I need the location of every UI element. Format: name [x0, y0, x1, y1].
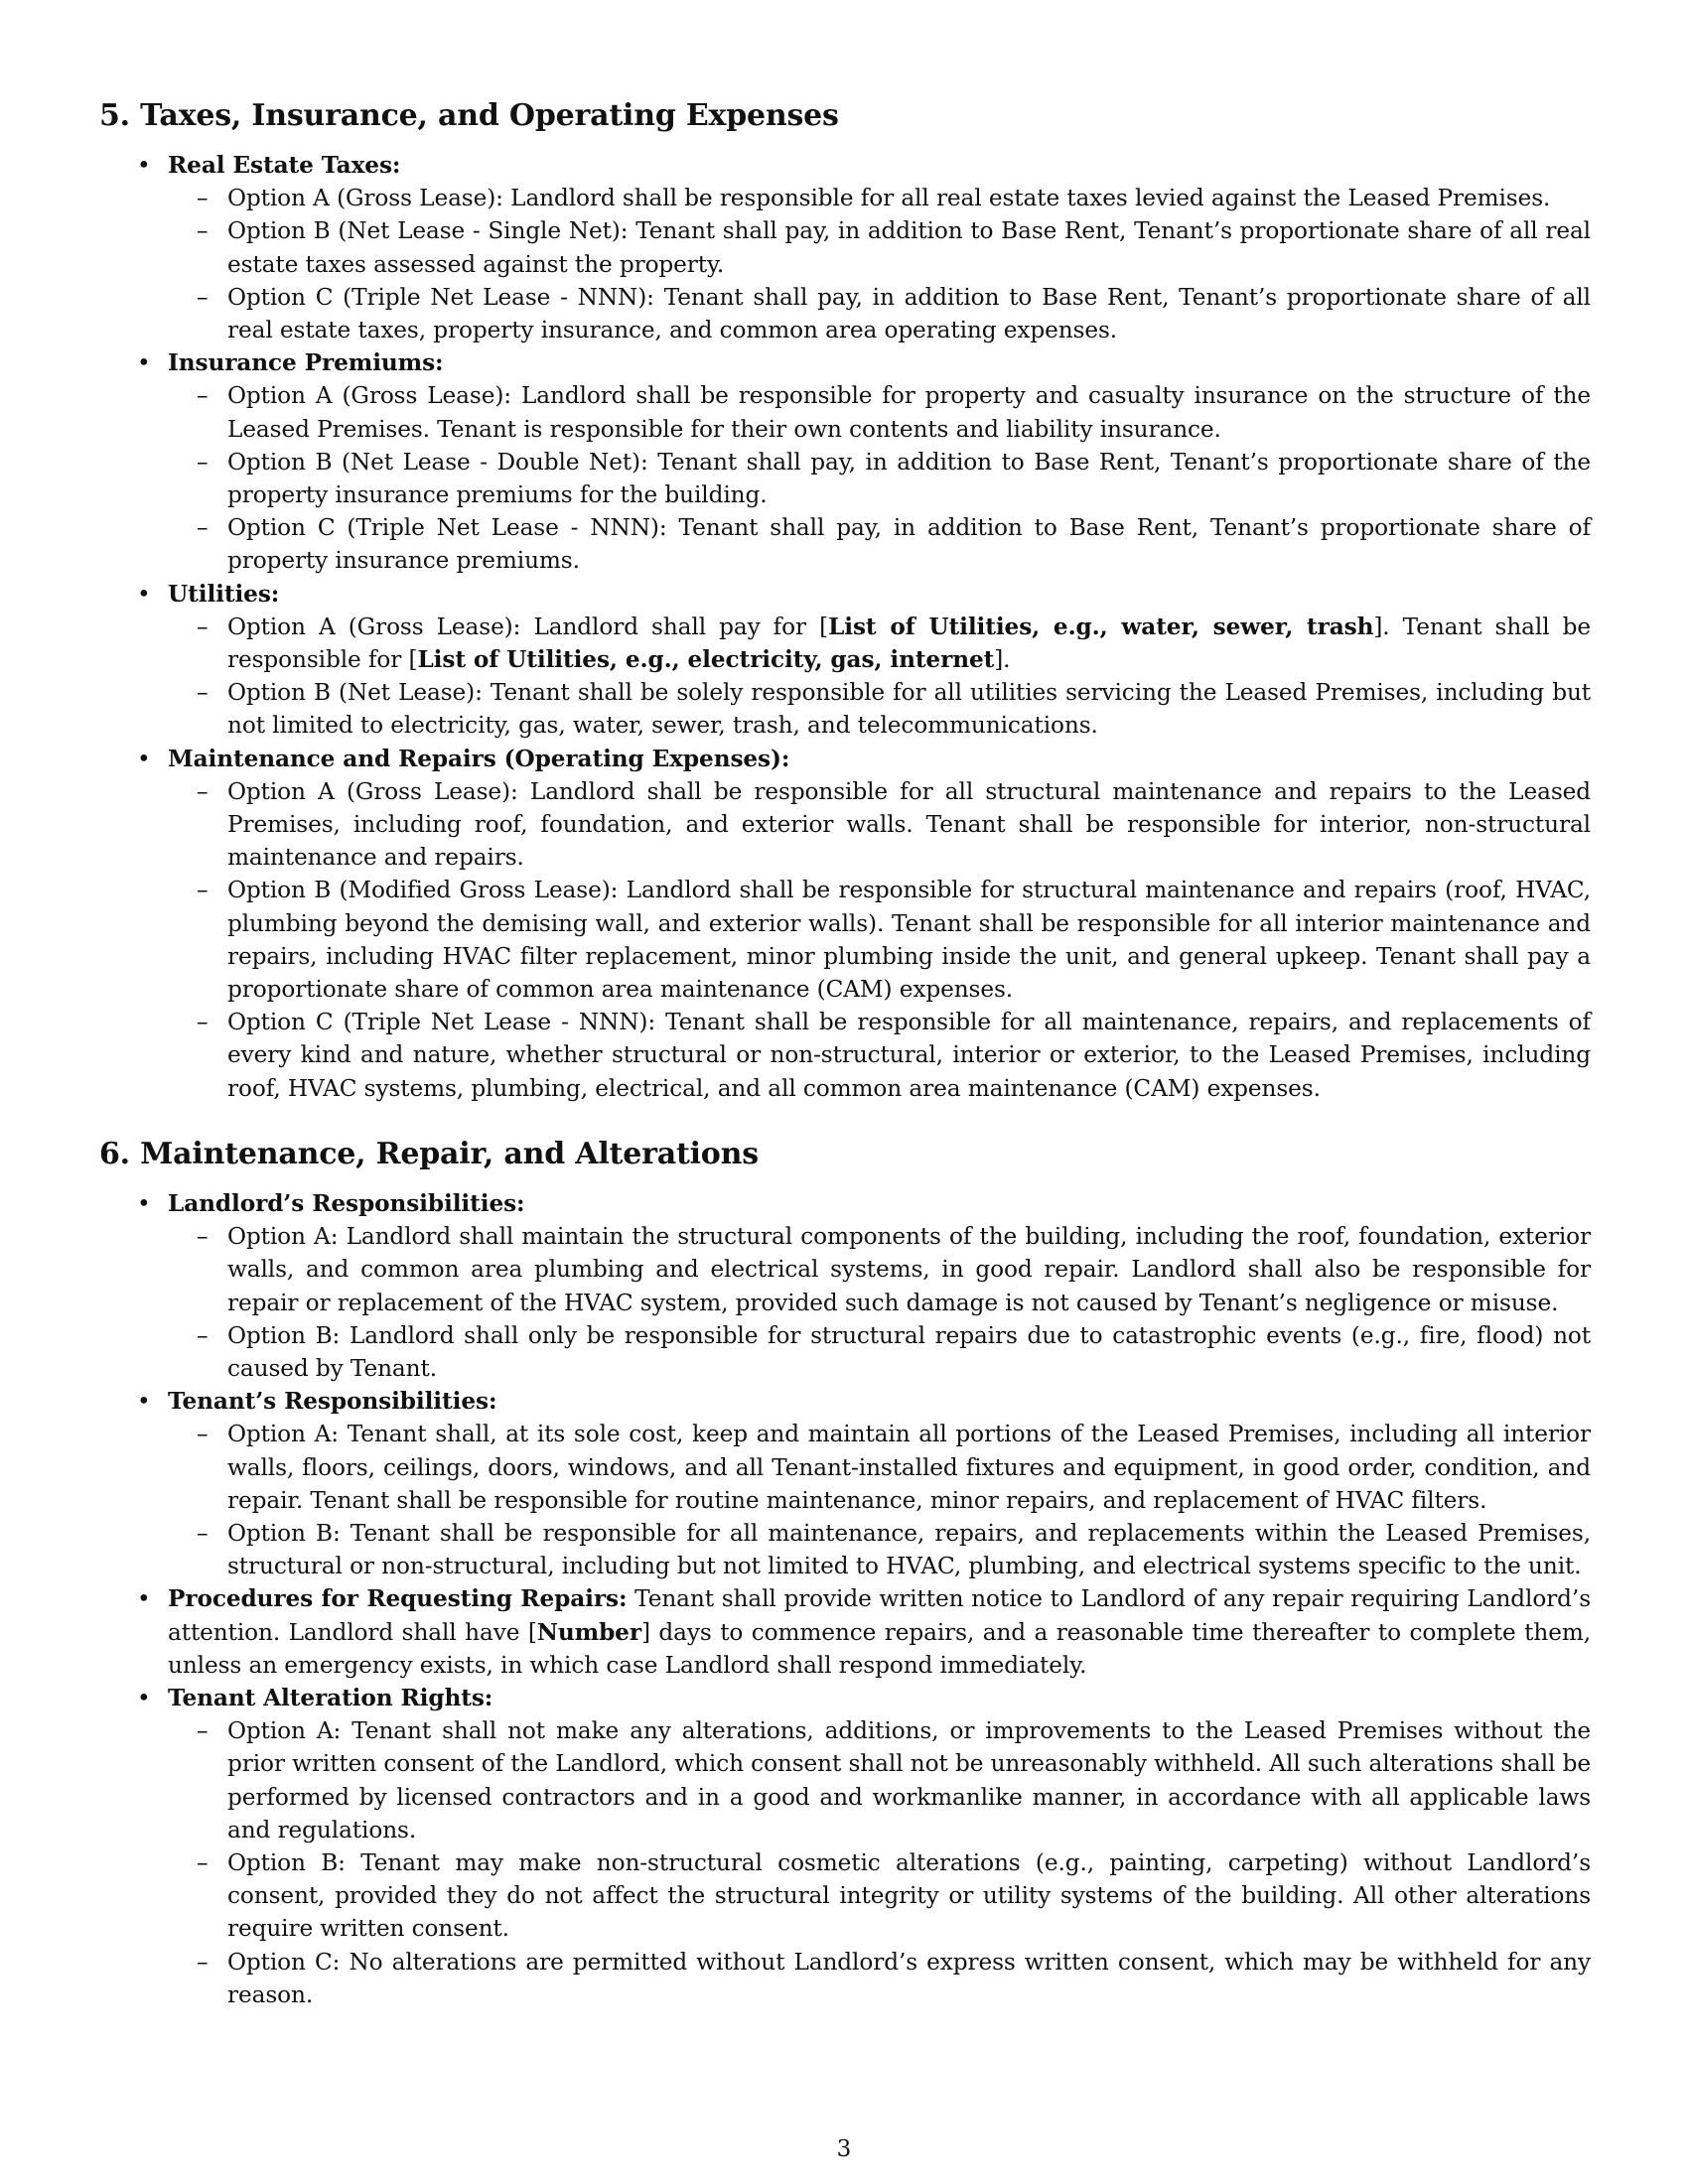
utilities-item	[99, 578, 1591, 743]
section-6-heading: 6. Maintenance, Repair, and Alterations	[99, 1136, 759, 1171]
option-b: – Option B: Tenant may make non-structural cosmetic alterations (e.g., painting, carpeting) without Landlord’s consent, provided they do not affect the structural integrity or utility systems of the building. All other alterations require written consent.	[168, 1846, 1591, 1946]
option-a-text-1: Option A (Gross Lease): Landlord shall pay for [	[227, 613, 829, 640]
alteration-rights-label: Tenant Alteration Rights:	[168, 1684, 493, 1711]
tenant-options	[168, 1418, 1591, 1582]
maintenance-repairs-item	[99, 743, 1591, 1105]
maintenance-options	[168, 775, 1591, 1105]
option-a: – Option A: Tenant shall, at its sole cost, keep and maintain all portions of the Leased Premises, including all interior walls, floors, ceilings, doors, windows, and all Tenant-installed fixtures and equipment, in good order, condition, and repair. Tenant shall be responsible for routine maintenance, minor repairs, and replacement of HVAC filters.	[168, 1418, 1591, 1517]
option-a	[168, 611, 1591, 676]
real-estate-taxes-options	[168, 182, 1591, 346]
option-c: – Option C (Triple Net Lease - NNN): Tenant shall pay, in addition to Base Rent, Tenant’s proportionate share of all real estate taxes, property insurance, and common area operating expenses.	[168, 281, 1591, 346]
insurance-options	[168, 379, 1591, 577]
option-b: – Option B (Modified Gross Lease): Landlord shall be responsible for structural maintenance and repairs (roof, HVAC, plumbing beyond the demising wall, and exterior walls). Tenant shall be responsible for all interior maintenance and repairs, including HVAC filter replacement, minor plumbing inside the unit, and general upkeep. Tenant shall pay a proportionate share of common area maintenance (CAM) expenses.	[168, 874, 1591, 1006]
section-6-list	[99, 1187, 1591, 2011]
option-a: – Option A: Landlord shall maintain the structural components of the building, including the roof, foundation, exterior walls, and common area plumbing and electrical systems, in good repair. Landlord shall also be responsible for repair or replacement of the HVAC system, provided such damage is not caused by Tenant’s negligence or misuse.	[168, 1220, 1591, 1319]
section-5-heading: 5. Taxes, Insurance, and Operating Expenses	[99, 98, 839, 133]
days-placeholder: Number	[536, 1618, 641, 1646]
section-5-list	[99, 149, 1591, 1105]
utilities-placeholder-2: List of Utilities, e.g., electricity, gas, internet	[417, 646, 995, 674]
real-estate-taxes-label: Real Estate Taxes:	[168, 152, 401, 179]
repair-procedures-label: Procedures for Requesting Repairs:	[168, 1585, 628, 1613]
option-c: – Option C: No alterations are permitted without Landlord’s express written consent, which may be withheld for any reason.	[168, 1946, 1591, 2011]
option-a: – Option A (Gross Lease): Landlord shall be responsible for all structural maintenance and repairs to the Leased Premises, including roof, foundation, and exterior walls. Tenant shall be responsible for interior, non-structural maintenance and repairs.	[168, 775, 1591, 875]
insurance-premiums-label: Insurance Premiums:	[168, 349, 444, 377]
option-a: – Option A: Tenant shall not make any alterations, additions, or improvements to the Leased Premises without the prior written consent of the Landlord, which consent shall not be unreasonably withheld. All such alterations shall be performed by licensed contractors and in a good and workmanlike manner, in accordance with all applicable laws and regulations.	[168, 1714, 1591, 1846]
option-a-text-2: ]. Tenant shall be responsible for [	[227, 613, 1591, 674]
utilities-options	[168, 611, 1591, 743]
repair-procedures-text-1: Tenant shall provide written notice to Landlord of any repair requiring Landlord’s attention. Landlord shall have [	[168, 1585, 1591, 1646]
landlord-responsibilities-label: Landlord’s Responsibilities:	[168, 1189, 525, 1217]
tenant-responsibilities-item	[99, 1385, 1591, 1582]
option-b: – Option B (Net Lease): Tenant shall be solely responsible for all utilities servicing the Leased Premises, including but not limited to electricity, gas, water, sewer, trash, and telecommunications.	[168, 676, 1591, 742]
option-a-text-3: ].	[994, 646, 1011, 674]
option-a: – Option A (Gross Lease): Landlord shall be responsible for all real estate taxes levied against the Leased Premises.	[168, 182, 1591, 214]
tenant-responsibilities-label: Tenant’s Responsibilities:	[168, 1388, 497, 1416]
option-b: – Option B (Net Lease - Double Net): Tenant shall pay, in addition to Base Rent, Tenant’s proportionate share of the property insurance premiums for the building.	[168, 446, 1591, 511]
option-c: – Option C (Triple Net Lease - NNN): Tenant shall pay, in addition to Base Rent, Tenant’s proportionate share of property insurance premiums.	[168, 511, 1591, 577]
option-c: – Option C (Triple Net Lease - NNN): Tenant shall be responsible for all maintenance, repairs, and replacements of every kind and nature, whether structural or non-structural, interior or exterior, to the Leased Premises, including roof, HVAC systems, plumbing, electrical, and all common area maintenance (CAM) expenses.	[168, 1006, 1591, 1105]
utilities-placeholder-1: List of Utilities, e.g., water, sewer, trash	[828, 613, 1374, 640]
insurance-premiums-item	[99, 346, 1591, 577]
repair-procedures-item	[99, 1582, 1591, 1682]
utilities-label: Utilities:	[168, 580, 280, 608]
landlord-options	[168, 1220, 1591, 1385]
option-a: – Option A (Gross Lease): Landlord shall be responsible for property and casualty insurance on the structure of the Leased Premises. Tenant is responsible for their own contents and liability insurance.	[168, 379, 1591, 445]
alteration-options	[168, 1714, 1591, 2011]
option-b: – Option B (Net Lease - Single Net): Tenant shall pay, in addition to Base Rent, Tenant’s proportionate share of all real estate taxes assessed against the property.	[168, 214, 1591, 280]
page-number: 3	[836, 2136, 852, 2162]
option-b: – Option B: Tenant shall be responsible for all maintenance, repairs, and replacements within the Leased Premises, structural or non-structural, including but not limited to HVAC, plumbing, and electrical systems specific to the unit.	[168, 1517, 1591, 1582]
landlord-responsibilities-item	[99, 1187, 1591, 1385]
alteration-rights-item	[99, 1682, 1591, 2011]
real-estate-taxes-item	[99, 149, 1591, 346]
repair-procedures-text-2: ] days to commence repairs, and a reasonable time thereafter to complete them, unless an emergency exists, in which case Landlord shall respond immediately.	[168, 1618, 1591, 1679]
maintenance-repairs-label: Maintenance and Repairs (Operating Expenses):	[168, 745, 790, 772]
option-b: – Option B: Landlord shall only be responsible for structural repairs due to catastrophic events (e.g., fire, flood) not caused by Tenant.	[168, 1319, 1591, 1385]
document-page	[99, 97, 1591, 2011]
